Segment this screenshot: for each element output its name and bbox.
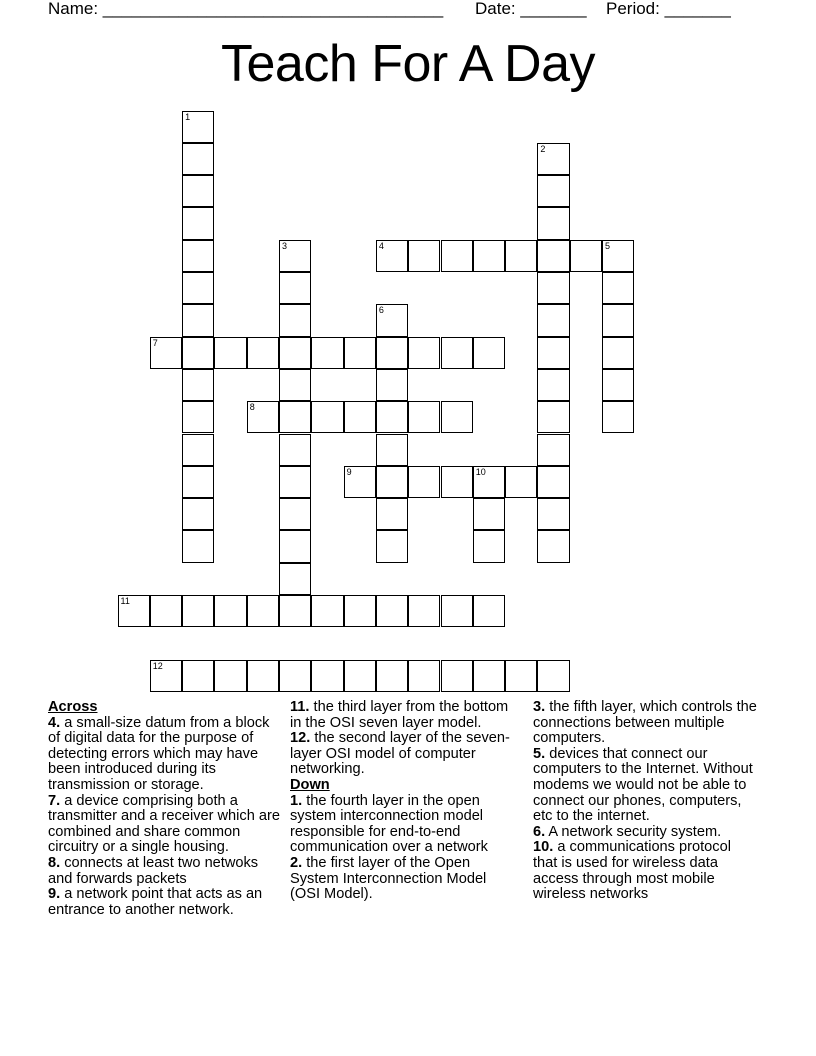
- clue-number-label: 5: [605, 240, 611, 251]
- clue-number: 6.: [533, 823, 546, 840]
- grid-cell[interactable]: [537, 530, 569, 562]
- grid-cell[interactable]: [311, 660, 343, 692]
- name-field-label[interactable]: Name: ____________________________________: [48, 0, 444, 18]
- clue-down-6: [533, 825, 758, 841]
- grid-cell[interactable]: [150, 337, 182, 369]
- grid-cell[interactable]: [602, 369, 634, 401]
- clue-number: 2.: [290, 854, 303, 871]
- grid-cell[interactable]: [279, 272, 311, 304]
- grid-cell[interactable]: [602, 401, 634, 433]
- grid-cell[interactable]: [537, 434, 569, 466]
- grid-cell[interactable]: [537, 143, 569, 175]
- grid-cell[interactable]: [376, 660, 408, 692]
- grid-cell[interactable]: [376, 530, 408, 562]
- grid-cell[interactable]: [182, 660, 214, 692]
- clue-across-4: [48, 716, 284, 794]
- clue-text: connects at least two netwoks and forwards packets: [48, 854, 259, 887]
- grid-cell[interactable]: [344, 401, 376, 433]
- grid-cell[interactable]: [214, 595, 246, 627]
- grid-cell[interactable]: [602, 304, 634, 336]
- grid-cell[interactable]: [376, 434, 408, 466]
- grid-cell[interactable]: [279, 240, 311, 272]
- clue-text: a communications protocol that is used for wireless data access through most mobile wireless networks: [533, 839, 731, 903]
- grid-cell[interactable]: [441, 660, 473, 692]
- grid-cell[interactable]: [473, 337, 505, 369]
- grid-cell[interactable]: [344, 337, 376, 369]
- grid-cell[interactable]: [376, 337, 408, 369]
- clue-down-2: [290, 856, 518, 903]
- clue-column-1: [48, 700, 284, 918]
- grid-cell[interactable]: [279, 434, 311, 466]
- clue-number: 11.: [290, 699, 310, 715]
- grid-cell[interactable]: [602, 272, 634, 304]
- grid-cell[interactable]: [537, 207, 569, 239]
- clue-number-label: 10: [475, 466, 486, 477]
- clue-number-label: 1: [185, 111, 191, 122]
- grid-cell[interactable]: [182, 143, 214, 175]
- clue-number: 7.: [48, 792, 61, 809]
- grid-cell[interactable]: [537, 498, 569, 530]
- grid-cell[interactable]: [473, 240, 505, 272]
- clue-text: the fourth layer in the open system interconnection model responsible for end-to-end communication over a network: [290, 792, 488, 856]
- grid-cell[interactable]: [441, 466, 473, 498]
- period-field-label[interactable]: Period: _______: [606, 0, 731, 18]
- clue-number-label: 11: [120, 596, 130, 606]
- clue-across-9: [48, 887, 284, 918]
- clue-down-1: [290, 794, 518, 856]
- grid-cell[interactable]: [247, 660, 279, 692]
- grid-cell[interactable]: [344, 660, 376, 692]
- grid-cell[interactable]: [182, 207, 214, 239]
- grid-cell[interactable]: [602, 337, 634, 369]
- grid-cell[interactable]: [376, 498, 408, 530]
- grid-cell[interactable]: [182, 304, 214, 336]
- clue-number: 9.: [48, 886, 61, 903]
- grid-cell[interactable]: [247, 595, 279, 627]
- grid-cell[interactable]: [182, 401, 214, 433]
- grid-cell[interactable]: [279, 530, 311, 562]
- grid-cell[interactable]: [376, 466, 408, 498]
- grid-cell[interactable]: [473, 466, 505, 498]
- page-title: Teach For A Day: [220, 35, 596, 93]
- grid-cell[interactable]: [408, 337, 440, 369]
- grid-cell[interactable]: [344, 595, 376, 627]
- grid-cell[interactable]: [376, 304, 408, 336]
- clue-across-11: [290, 700, 518, 731]
- grid-cell[interactable]: [376, 369, 408, 401]
- grid-cell[interactable]: [537, 240, 569, 272]
- clue-number: 12.: [290, 730, 311, 747]
- grid-cell[interactable]: [247, 401, 279, 433]
- grid-cell[interactable]: [279, 401, 311, 433]
- clue-number-label: 7: [152, 337, 158, 348]
- grid-cell[interactable]: [150, 660, 182, 692]
- grid-cell[interactable]: [279, 466, 311, 498]
- clue-number: 5.: [533, 745, 546, 762]
- clue-number: 8.: [48, 854, 61, 871]
- grid-cell[interactable]: [441, 595, 473, 627]
- grid-cell[interactable]: [408, 660, 440, 692]
- grid-cell[interactable]: [441, 401, 473, 433]
- across-heading: Across: [48, 699, 98, 715]
- clue-across-8: [48, 856, 284, 887]
- clue-number-label: 9: [346, 466, 352, 477]
- grid-cell[interactable]: [537, 369, 569, 401]
- clue-number: 3.: [533, 699, 546, 715]
- header: [48, 0, 768, 20]
- clue-text: the second layer of the seven-layer OSI model of computer networking.: [290, 730, 510, 778]
- grid-cell[interactable]: [602, 240, 634, 272]
- grid-cell[interactable]: [441, 337, 473, 369]
- grid-cell[interactable]: [182, 498, 214, 530]
- clue-number-label: 6: [378, 305, 384, 316]
- grid-cell[interactable]: [279, 304, 311, 336]
- clue-column-3: [533, 700, 758, 903]
- clue-number-label: 2: [540, 143, 546, 154]
- grid-cell[interactable]: [505, 660, 537, 692]
- clue-text: the first layer of the Open System Interconnection Model (OSI Model).: [290, 854, 487, 903]
- grid-cell[interactable]: [537, 466, 569, 498]
- clue-text: A network security system.: [548, 823, 722, 840]
- grid-cell[interactable]: [376, 595, 408, 627]
- grid-cell[interactable]: [537, 660, 569, 692]
- grid-cell[interactable]: [118, 595, 150, 627]
- grid-cell[interactable]: [279, 337, 311, 369]
- clue-across-12: [290, 731, 518, 778]
- grid-cell[interactable]: [473, 498, 505, 530]
- grid-cell[interactable]: [182, 240, 214, 272]
- down-heading: Down: [290, 776, 330, 793]
- clue-number: 10.: [533, 839, 554, 856]
- grid-cell[interactable]: [182, 175, 214, 207]
- grid-cell[interactable]: [182, 595, 214, 627]
- clue-down-5: [533, 747, 758, 825]
- grid-cell[interactable]: [408, 401, 440, 433]
- clue-number: 1.: [290, 792, 303, 809]
- grid-cell[interactable]: [311, 337, 343, 369]
- grid-cell[interactable]: [182, 434, 214, 466]
- clue-number: 4.: [48, 714, 61, 731]
- clue-text: the third layer from the bottom in the OSI seven layer model.: [290, 699, 509, 731]
- grid-cell[interactable]: [537, 337, 569, 369]
- clue-number-label: 12: [152, 660, 163, 671]
- grid-cell[interactable]: [570, 240, 602, 272]
- grid-cell[interactable]: [150, 595, 182, 627]
- clue-number-label: 4: [378, 240, 384, 251]
- clue-column-2: [290, 700, 518, 903]
- grid-cell[interactable]: [214, 660, 246, 692]
- grid-cell[interactable]: [311, 595, 343, 627]
- grid-cell[interactable]: [344, 466, 376, 498]
- grid-cell[interactable]: [408, 595, 440, 627]
- grid-cell[interactable]: [311, 401, 343, 433]
- clue-text: a small-size datum from a block of digital data for the purpose of detecting errors which may have been introduced during its transmission or storage.: [48, 714, 270, 793]
- grid-cell[interactable]: [537, 401, 569, 433]
- grid-cell[interactable]: [505, 466, 537, 498]
- grid-cell[interactable]: [408, 466, 440, 498]
- clue-down-3: [533, 700, 758, 747]
- grid-cell[interactable]: [214, 337, 246, 369]
- grid-cell[interactable]: [182, 530, 214, 562]
- clue-number-label: 8: [249, 402, 255, 413]
- grid-cell[interactable]: [376, 240, 408, 272]
- clue-across-7: [48, 794, 284, 856]
- date-field-label[interactable]: Date: _______: [475, 0, 587, 18]
- grid-cell[interactable]: [182, 111, 214, 143]
- clue-down-10: [533, 840, 758, 902]
- grid-cell[interactable]: [441, 240, 473, 272]
- grid-cell[interactable]: [537, 272, 569, 304]
- grid-cell[interactable]: [247, 337, 279, 369]
- grid-cell[interactable]: [473, 595, 505, 627]
- grid-cell[interactable]: [279, 563, 311, 595]
- clue-text: a device comprising both a transmitter and a receiver which are combined and share common circuitry or a single housing.: [48, 792, 280, 856]
- grid-cell[interactable]: [182, 369, 214, 401]
- grid-cell[interactable]: [537, 175, 569, 207]
- grid-cell[interactable]: [376, 401, 408, 433]
- grid-cell[interactable]: [182, 337, 214, 369]
- grid-cell[interactable]: [473, 530, 505, 562]
- grid-cell[interactable]: [279, 369, 311, 401]
- grid-cell[interactable]: [279, 660, 311, 692]
- clue-number-label: 3: [282, 240, 288, 251]
- grid-cell[interactable]: [537, 304, 569, 336]
- clue-text: the fifth layer, which controls the connections between multiple computers.: [533, 699, 757, 747]
- grid-cell[interactable]: [279, 595, 311, 627]
- grid-cell[interactable]: [408, 240, 440, 272]
- grid-cell[interactable]: [279, 498, 311, 530]
- grid-cell[interactable]: [505, 240, 537, 272]
- grid-cell[interactable]: [473, 660, 505, 692]
- clue-text: devices that connect our computers to the Internet. Without modems we would not be able to connect our phones, computers, etc to the internet.: [533, 745, 753, 825]
- grid-cell[interactable]: [182, 272, 214, 304]
- clue-text: a network point that acts as an entrance to another network.: [48, 886, 263, 918]
- grid-cell[interactable]: [182, 466, 214, 498]
